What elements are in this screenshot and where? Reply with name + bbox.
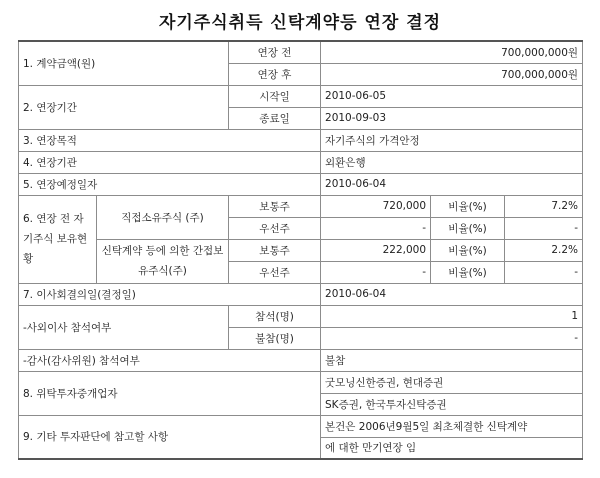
table-row: [19, 173, 583, 195]
other-line2: 에 대한 만기연장 임: [321, 437, 583, 459]
other-label: 9. 기타 투자판단에 참고할 사항: [19, 415, 321, 459]
outside-directors-label: -사외이사 참석여부: [19, 305, 229, 349]
direct-pref-ratio-label: 비율(%): [431, 217, 505, 239]
period-label: 2. 연장기간: [19, 85, 229, 129]
table-row: [19, 239, 583, 261]
end-value: 2010-09-03: [321, 107, 583, 129]
trust-pref-qty: -: [321, 261, 431, 283]
present-label: 참석(명): [229, 305, 321, 327]
auditor-label: -감사(감사위원) 참석여부: [19, 349, 321, 371]
brokers-label: 8. 위탁투자중개업자: [19, 371, 321, 415]
trust-label: 신탁계약 등에 의한 간접보유주식(주): [97, 239, 229, 283]
trust-common-qty: 222,000: [321, 239, 431, 261]
brokers-line2: SK증권, 한국투자신탁증권: [321, 393, 583, 415]
table-row: [19, 283, 583, 305]
table-row: [19, 415, 583, 437]
trust-pref-ratio: -: [505, 261, 583, 283]
table-row: [19, 85, 583, 107]
direct-common-ratio-label: 비율(%): [431, 195, 505, 217]
direct-common-ratio: 7.2%: [505, 195, 583, 217]
other-line1: 본건은 2006년9월5일 최초체결한 신탁계약: [321, 415, 583, 437]
table-row: [19, 305, 583, 327]
page-title: 자기주식취득 신탁계약등 연장 결정: [158, 13, 442, 33]
start-label: 시작일: [229, 85, 321, 107]
absent-value: -: [321, 327, 583, 349]
disclosure-table: [18, 40, 583, 460]
date-label: 5. 연장예정일자: [19, 173, 321, 195]
table-row: [19, 151, 583, 173]
table-row: [19, 195, 583, 217]
present-value: 1: [321, 305, 583, 327]
direct-label: 직접소유주식 (주): [97, 195, 229, 239]
auditor-value: 불참: [321, 349, 583, 371]
date-value: 2010-06-04: [321, 173, 583, 195]
institution-label: 4. 연장기관: [19, 151, 321, 173]
institution-value: 외환은행: [321, 151, 583, 173]
direct-pref-ratio: -: [505, 217, 583, 239]
end-label: 종료일: [229, 107, 321, 129]
table-row: [19, 129, 583, 151]
direct-common-qty: 720,000: [321, 195, 431, 217]
trust-common-ratio-label: 비율(%): [431, 239, 505, 261]
start-value: 2010-06-05: [321, 85, 583, 107]
amount-label: 1. 계약금액(원): [19, 41, 229, 85]
board-date-label: 7. 이사회결의일(결정일): [19, 283, 321, 305]
table-row: [19, 349, 583, 371]
trust-common-ratio: 2.2%: [505, 239, 583, 261]
trust-pref-ratio-label: 비율(%): [431, 261, 505, 283]
purpose-label: 3. 연장목적: [19, 129, 321, 151]
direct-common-label: 보통주: [229, 195, 321, 217]
trust-pref-label: 우선주: [229, 261, 321, 283]
direct-pref-label: 우선주: [229, 217, 321, 239]
table-row: [19, 371, 583, 393]
direct-pref-qty: -: [321, 217, 431, 239]
before-value: 700,000,000원: [321, 41, 583, 63]
table-row: [19, 41, 583, 63]
absent-label: 불참(명): [229, 327, 321, 349]
before-label: 연장 전: [229, 41, 321, 63]
purpose-value: 자기주식의 가격안정: [321, 129, 583, 151]
after-value: 700,000,000원: [321, 63, 583, 85]
brokers-line1: 굿모닝신한증권, 현대증권: [321, 371, 583, 393]
board-date-value: 2010-06-04: [321, 283, 583, 305]
trust-common-label: 보통주: [229, 239, 321, 261]
after-label: 연장 후: [229, 63, 321, 85]
holdings-label: 6. 연장 전 자기주식 보유현황: [19, 195, 97, 283]
